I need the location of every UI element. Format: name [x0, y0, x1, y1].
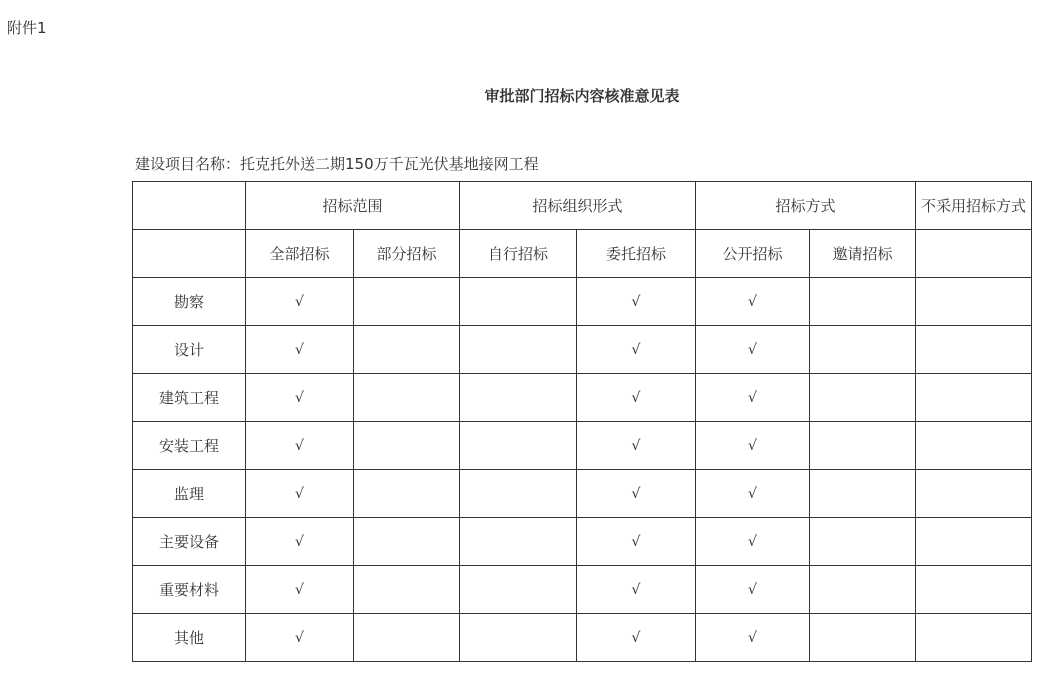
header-method: 招标方式 — [696, 182, 916, 230]
table-row — [133, 422, 1032, 470]
row-item-name: 设计 — [133, 326, 246, 374]
cell-invited-bidding — [810, 518, 916, 566]
cell-entrusted: √ — [577, 614, 696, 662]
cell-self-organized — [460, 374, 577, 422]
cell-open-bidding: √ — [696, 326, 810, 374]
cell-no-bidding — [916, 422, 1032, 470]
cell-no-bidding — [916, 374, 1032, 422]
cell-entrusted: √ — [577, 422, 696, 470]
cell-self-organized — [460, 566, 577, 614]
cell-open-bidding: √ — [696, 422, 810, 470]
cell-partial-bidding — [354, 614, 460, 662]
cell-full-bidding: √ — [246, 566, 354, 614]
sub-header-empty-cell — [133, 230, 246, 278]
table-row — [133, 374, 1032, 422]
row-item-name: 监理 — [133, 470, 246, 518]
cell-invited-bidding — [810, 374, 916, 422]
cell-open-bidding: √ — [696, 470, 810, 518]
row-item-name: 勘察 — [133, 278, 246, 326]
sub-header-open: 公开招标 — [696, 230, 810, 278]
cell-invited-bidding — [810, 422, 916, 470]
approval-opinion-table — [132, 181, 1032, 662]
cell-invited-bidding — [810, 326, 916, 374]
cell-open-bidding: √ — [696, 278, 810, 326]
cell-open-bidding: √ — [696, 374, 810, 422]
cell-self-organized — [460, 278, 577, 326]
cell-full-bidding: √ — [246, 614, 354, 662]
cell-no-bidding — [916, 566, 1032, 614]
cell-partial-bidding — [354, 326, 460, 374]
cell-partial-bidding — [354, 470, 460, 518]
header-no-bidding: 不采用招标方式 — [916, 182, 1032, 230]
cell-partial-bidding — [354, 278, 460, 326]
table-row — [133, 518, 1032, 566]
group-header-row — [133, 182, 1032, 230]
row-item-name: 重要材料 — [133, 566, 246, 614]
header-organization: 招标组织形式 — [460, 182, 696, 230]
document-title: 审批部门招标内容核准意见表 — [484, 87, 680, 105]
project-name-line: 建设项目名称：托克托外送二期150万千瓦光伏基地接网工程 — [135, 155, 539, 173]
cell-entrusted: √ — [577, 518, 696, 566]
cell-full-bidding: √ — [246, 326, 354, 374]
table-row — [133, 278, 1032, 326]
cell-invited-bidding — [810, 566, 916, 614]
cell-self-organized — [460, 422, 577, 470]
cell-entrusted: √ — [577, 470, 696, 518]
cell-full-bidding: √ — [246, 374, 354, 422]
cell-partial-bidding — [354, 374, 460, 422]
sub-header-no-bidding-empty — [916, 230, 1032, 278]
cell-partial-bidding — [354, 422, 460, 470]
row-item-name: 建筑工程 — [133, 374, 246, 422]
row-item-name: 主要设备 — [133, 518, 246, 566]
header-corner-cell — [133, 182, 246, 230]
cell-self-organized — [460, 518, 577, 566]
cell-invited-bidding — [810, 614, 916, 662]
row-item-name: 其他 — [133, 614, 246, 662]
cell-open-bidding: √ — [696, 566, 810, 614]
cell-partial-bidding — [354, 566, 460, 614]
cell-invited-bidding — [810, 470, 916, 518]
cell-invited-bidding — [810, 278, 916, 326]
table-row — [133, 566, 1032, 614]
sub-header-row — [133, 230, 1032, 278]
cell-entrusted: √ — [577, 566, 696, 614]
cell-no-bidding — [916, 470, 1032, 518]
cell-entrusted: √ — [577, 278, 696, 326]
table-row — [133, 326, 1032, 374]
cell-full-bidding: √ — [246, 518, 354, 566]
cell-no-bidding — [916, 518, 1032, 566]
cell-entrusted: √ — [577, 374, 696, 422]
sub-header-partial: 部分招标 — [354, 230, 460, 278]
cell-no-bidding — [916, 278, 1032, 326]
cell-open-bidding: √ — [696, 614, 810, 662]
cell-full-bidding: √ — [246, 470, 354, 518]
table-row — [133, 470, 1032, 518]
cell-no-bidding — [916, 614, 1032, 662]
cell-entrusted: √ — [577, 326, 696, 374]
sub-header-full: 全部招标 — [246, 230, 354, 278]
sub-header-entrusted: 委托招标 — [577, 230, 696, 278]
header-scope: 招标范围 — [246, 182, 460, 230]
cell-self-organized — [460, 614, 577, 662]
cell-no-bidding — [916, 326, 1032, 374]
row-item-name: 安装工程 — [133, 422, 246, 470]
cell-self-organized — [460, 470, 577, 518]
sub-header-invited: 邀请招标 — [810, 230, 916, 278]
cell-partial-bidding — [354, 518, 460, 566]
table-row — [133, 614, 1032, 662]
cell-open-bidding: √ — [696, 518, 810, 566]
attachment-label: 附件1 — [7, 19, 47, 37]
sub-header-self: 自行招标 — [460, 230, 577, 278]
cell-self-organized — [460, 326, 577, 374]
cell-full-bidding: √ — [246, 422, 354, 470]
cell-full-bidding: √ — [246, 278, 354, 326]
